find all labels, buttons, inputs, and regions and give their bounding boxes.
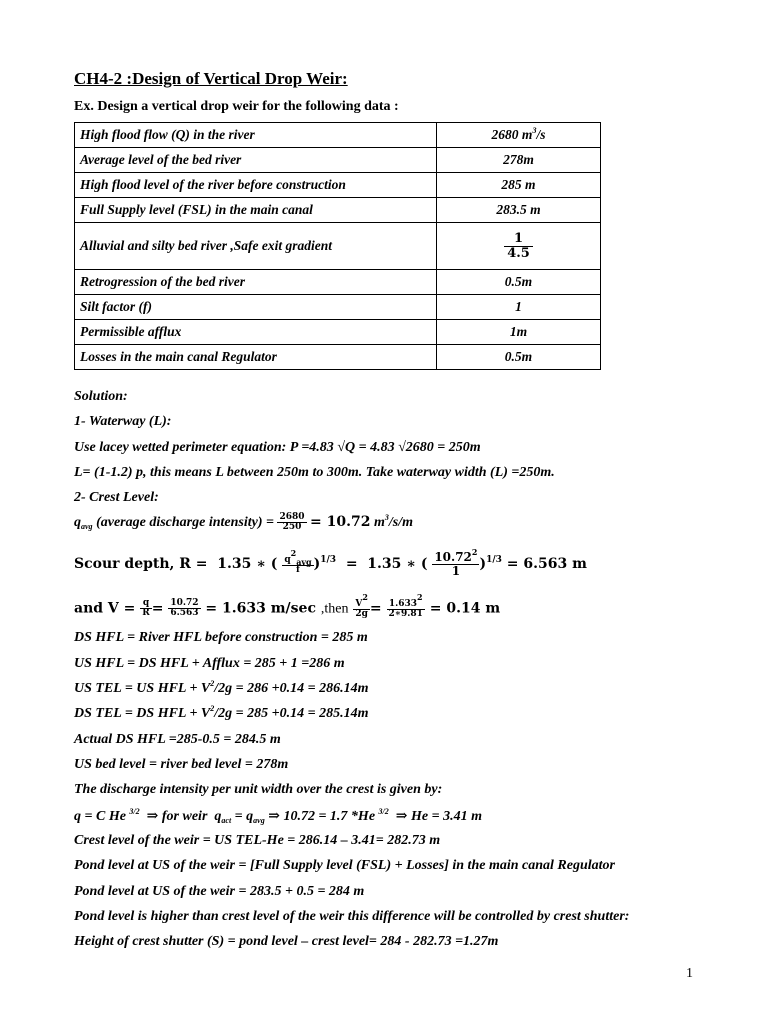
solution-heading: Solution: (74, 389, 128, 404)
he-equation: q = C He $^{3/2}$ ⇒ for weir $q_{act} = q_{avg}$ ⇒ 10.72 = 1.7 *He $^{3/2}$ ⇒ He = 3.41 m (74, 807, 482, 825)
lacey-equation: Use lacey wetted perimeter equation: P =4.83 √Q = 4.83 √2680 = 250m (74, 440, 481, 455)
row-label: High flood flow (Q) in the river (75, 123, 437, 148)
section-waterway: 1- Waterway (L): (74, 414, 172, 429)
q-fraction: $\frac{2680}{250}$ (279, 512, 305, 533)
row-label: Average level of the bed river (75, 148, 437, 173)
row-value: 283.5 m (437, 198, 601, 223)
exit-gradient-fraction: $\frac{1}{4.5}$ (504, 232, 533, 260)
row-value: 1m (437, 320, 601, 345)
velocity-equation: and V = $\frac{q}{R}$ = $\frac{10.72}{6.563}$ = 1.633 m/sec ,then $\frac{V^2}{2g}$ = $\frac{1.633^2}{2∗9.81}$ = 0.14 m (74, 592, 501, 620)
row-value: 2680 $m^3/s$ (437, 123, 601, 148)
section-crest-level: 2- Crest Level: (74, 490, 159, 505)
row-label: Silt factor (f) (75, 295, 437, 320)
row-label: Alluvial and silty bed river ,Safe exit gradient (75, 223, 437, 270)
us-bed-level: US bed level = river bed level = 278m (74, 757, 289, 772)
row-value: 1 (437, 295, 601, 320)
table-row (75, 123, 601, 148)
pond-level-value: Pond level at US of the weir = 283.5 + 0.5 = 284 m (74, 884, 365, 899)
us-tel: US TEL = US HFL + $V^2/2g = 286 +0.14 = 286.14m$ (74, 679, 369, 696)
row-value (437, 223, 601, 270)
data-table (74, 122, 601, 370)
row-label: Permissible afflux (75, 320, 437, 345)
table-row (75, 223, 601, 270)
table-row (75, 173, 601, 198)
page-number: 1 (686, 966, 693, 981)
row-value: 0.5m (437, 345, 601, 370)
row-value: 285 m (437, 173, 601, 198)
table-row (75, 295, 601, 320)
example-intro: Ex. Design a vertical drop weir for the following data : (74, 99, 399, 114)
pond-level-def: Pond level at US of the weir = [Full Supply level (FSL) + Losses] in the main canal Regulator (74, 858, 615, 873)
ds-hfl: DS HFL = River HFL before construction = 285 m (74, 630, 368, 645)
crest-level: Crest level of the weir = US TEL-He = 286.14 – 3.41= 282.73 m (74, 833, 441, 848)
row-label: Retrogression of the bed river (75, 270, 437, 295)
row-label: Full Supply level (FSL) in the main canal (75, 198, 437, 223)
row-value: 278m (437, 148, 601, 173)
waterway-width: L= (1-1.2) p, this means L between 250m to 300m. Take waterway width (L) =250m. (74, 465, 555, 480)
row-value: 0.5m (437, 270, 601, 295)
scour-depth-equation: Scour depth, R = 1.35 ∗ ( $q^2_{avg}$ f )$^{1/3}$ = 1.35 ∗ ( $\frac{10.72^2}{1}$ )$^{1/3}$ = 6.563 m (74, 547, 587, 578)
ds-tel: DS TEL = DS HFL + $V^2/2g = 285 +0.14 = 285.14m$ (74, 704, 369, 721)
actual-ds-hfl: Actual DS HFL =285-0.5 = 284.5 m (74, 732, 281, 747)
table-row (75, 198, 601, 223)
table-row (75, 345, 601, 370)
table-row (75, 320, 601, 345)
pond-level-note: Pond level is higher than crest level of the weir this difference will be controlled by crest shutter: (74, 909, 630, 924)
table-row (75, 148, 601, 173)
row-label: High flood level of the river before construction (75, 173, 437, 198)
row-label: Losses in the main canal Regulator (75, 345, 437, 370)
discharge-intensity-note: The discharge intensity per unit width over the crest is given by: (74, 782, 443, 797)
table-row (75, 270, 601, 295)
us-hfl: US HFL = DS HFL + Afflux = 285 + 1 =286 m (74, 656, 345, 671)
page-title: CH4-2 :Design of Vertical Drop Weir: (74, 69, 348, 88)
crest-shutter-height: Height of crest shutter (S) = pond level – crest level= 284 - 282.73 =1.27m (74, 934, 499, 949)
q-avg-equation: $q_{avg}$ (average discharge intensity) = $\frac{2680}{250}$ = 10.72 $m^3/s/m$ (74, 512, 413, 533)
